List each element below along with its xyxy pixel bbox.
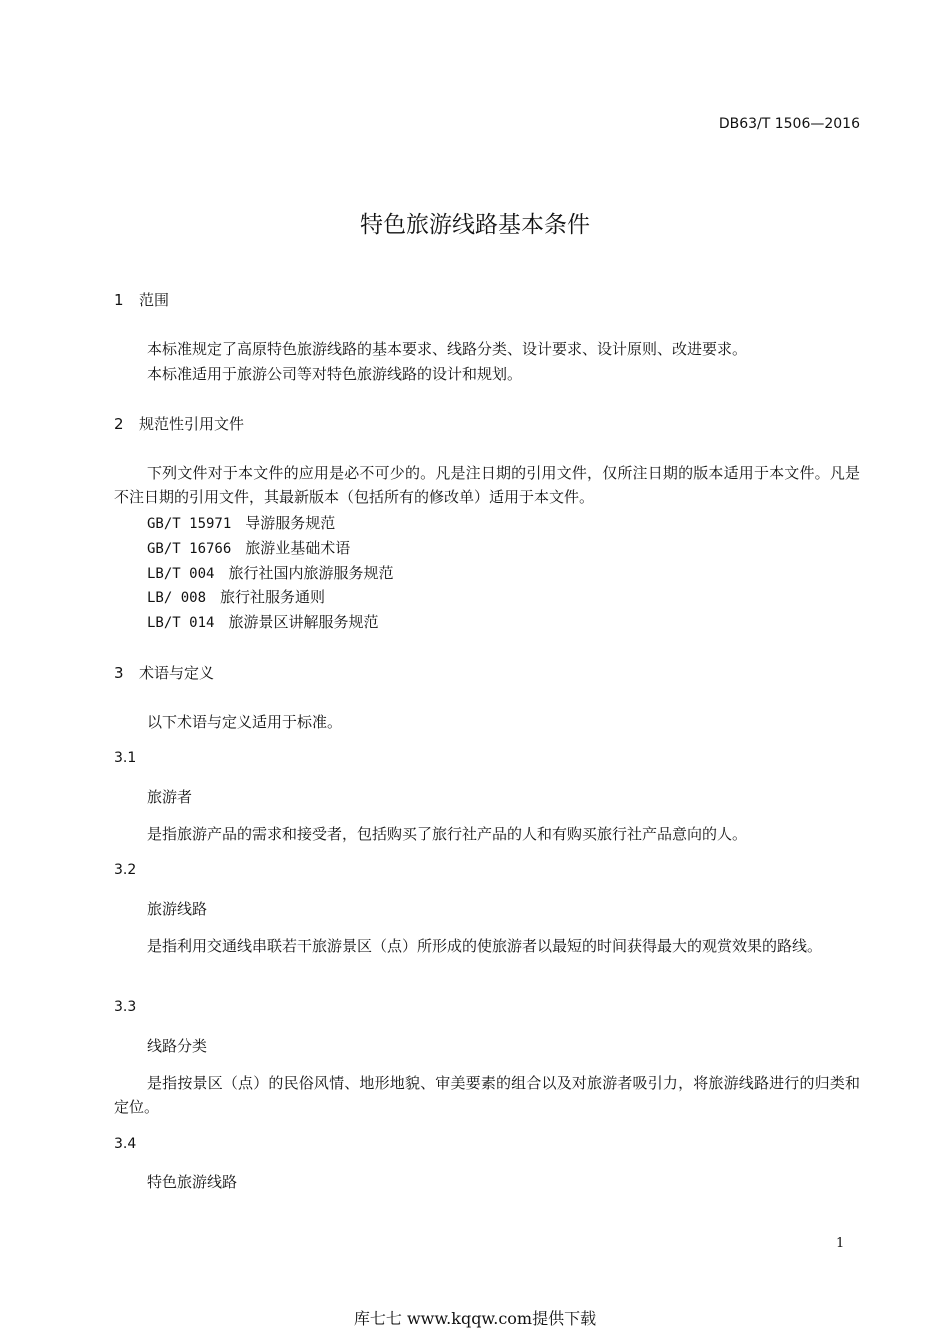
section-title: 范围 — [139, 291, 170, 309]
term-number: 3.2 — [114, 862, 137, 878]
reference-item — [147, 586, 325, 607]
terms-intro: 以下术语与定义适用于标准。 — [147, 713, 343, 731]
page-number: 1 — [836, 1236, 845, 1251]
term-title: 线路分类 — [147, 1037, 208, 1055]
term-title: 旅游线路 — [147, 900, 208, 918]
term-definition: 是指按景区（点）的民俗风情、地形地貌、审美要素的组合以及对旅游者吸引力，将旅游线路进行的归类和定位。 — [114, 1074, 860, 1116]
term-number: 3.4 — [114, 1136, 137, 1152]
term-title: 旅游者 — [147, 788, 193, 806]
reference-item — [147, 512, 335, 533]
reference-item — [147, 537, 350, 558]
section-title: 规范性引用文件 — [139, 415, 245, 433]
reference-code: LB/ 008 — [147, 590, 207, 606]
reference-title: 旅行社服务通则 — [220, 588, 326, 606]
term-title: 特色旅游线路 — [147, 1173, 238, 1191]
reference-item — [147, 611, 378, 632]
reference-code: LB/T 014 — [147, 615, 215, 631]
reference-item — [147, 562, 393, 583]
footer-download-notice: 库七七 www.kqqw.com提供下载 — [353, 1309, 597, 1328]
section-number: 1 — [114, 291, 124, 309]
scope-paragraph-2: 本标准适用于旅游公司等对特色旅游线路的设计和规划。 — [147, 365, 523, 383]
reference-title: 旅行社国内旅游服务规范 — [228, 564, 394, 582]
section-number: 2 — [114, 415, 124, 433]
section-number: 3 — [114, 664, 124, 682]
section-heading-terms — [114, 662, 214, 683]
reference-title: 旅游业基础术语 — [245, 539, 351, 557]
term-number: 3.1 — [114, 750, 137, 766]
section-heading-normative-references — [114, 413, 244, 434]
reference-title: 导游服务规范 — [245, 514, 336, 532]
reference-code: GB/T 15971 — [147, 516, 232, 532]
normative-intro-paragraph: 下列文件对于本文件的应用是必不可少的。凡是注日期的引用文件，仅所注日期的版本适用于本文件。凡是不注日期的引用文件，其最新版本（包括所有的修改单）适用于本文件。 — [114, 464, 860, 506]
term-definition: 是指旅游产品的需求和接受者，包括购买了旅行社产品的人和有购买旅行社产品意向的人。 — [147, 825, 748, 843]
scope-paragraph-1: 本标准规定了高原特色旅游线路的基本要求、线路分类、设计要求、设计原则、改进要求。 — [147, 340, 748, 358]
reference-code: LB/T 004 — [147, 566, 215, 582]
document-title: 特色旅游线路基本条件 — [360, 212, 590, 238]
section-heading-scope — [114, 289, 169, 310]
section-title: 术语与定义 — [139, 664, 215, 682]
term-definition: 是指利用交通线串联若干旅游景区（点）所形成的使旅游者以最短的时间获得最大的观赏效果的路线。 — [147, 937, 823, 955]
term-number: 3.3 — [114, 999, 137, 1015]
reference-code: GB/T 16766 — [147, 541, 232, 557]
standard-code: DB63/T 1506—2016 — [718, 116, 860, 132]
reference-title: 旅游景区讲解服务规范 — [228, 613, 379, 631]
